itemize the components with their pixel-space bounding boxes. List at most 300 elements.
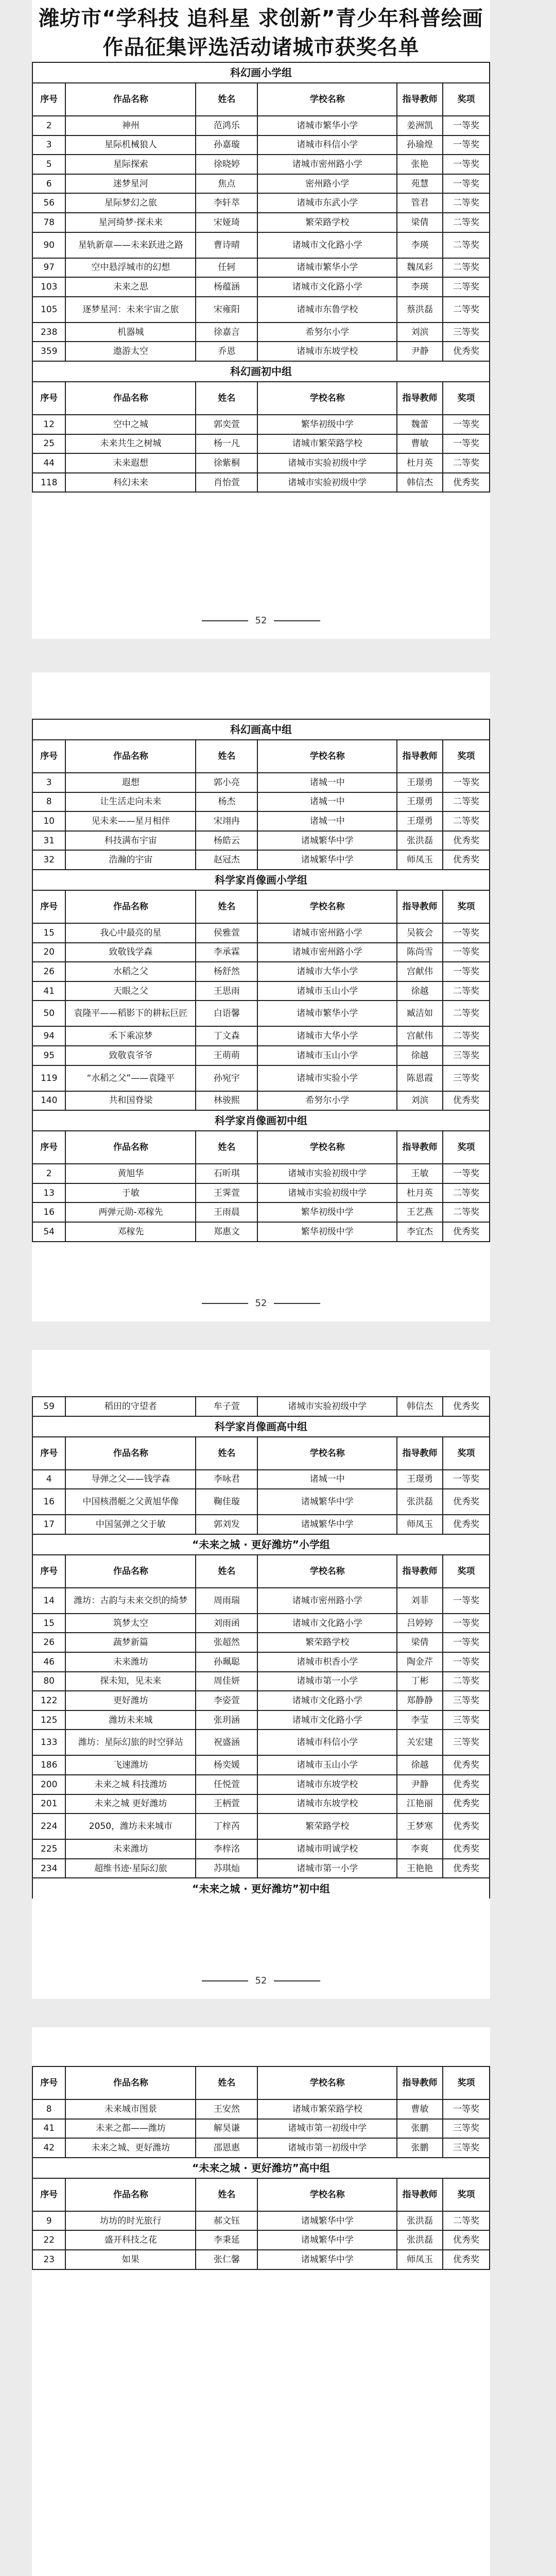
cell: 尹静 xyxy=(397,1775,443,1794)
page-sheet xyxy=(32,672,490,1321)
cell: 希努尔小学 xyxy=(257,323,397,342)
table-row xyxy=(32,1515,490,1534)
column-header: 奖项 xyxy=(443,890,490,923)
cell: 中国核潜艇之父黄旭华像 xyxy=(65,1489,196,1515)
cell: 诸城市密州路小学 xyxy=(257,1588,397,1614)
group-title-row xyxy=(32,870,490,890)
cell: 200 xyxy=(32,1775,65,1794)
column-header: 姓名 xyxy=(196,1131,257,1164)
cell: 刘滨 xyxy=(397,1091,443,1111)
table-row xyxy=(32,277,490,297)
group-title-row xyxy=(32,62,490,83)
cell: 诸城市繁华小学 xyxy=(257,116,397,135)
page-sheet xyxy=(32,0,490,639)
cell: 潍坊：星际幻旅的时空驿站 xyxy=(65,1730,196,1755)
cell: 杜月英 xyxy=(397,1183,443,1203)
cell: 曹诗晴 xyxy=(196,232,257,258)
group-title: 科幻画初中组 xyxy=(32,361,490,382)
table-header-row xyxy=(32,1437,490,1470)
cell: 导弹之父——钱学森 xyxy=(65,1470,196,1489)
cell: 32 xyxy=(32,850,65,870)
cell: 诸城市实验初级中学 xyxy=(257,1397,397,1416)
cell: 白语馨 xyxy=(196,1001,257,1026)
page-top-margin xyxy=(32,2027,490,2066)
column-header: 序号 xyxy=(32,1555,65,1588)
cell: 繁华初级中学 xyxy=(257,1202,397,1222)
table-row xyxy=(32,1672,490,1691)
column-header: 序号 xyxy=(32,890,65,923)
table-row xyxy=(32,342,490,361)
cell: 三等奖 xyxy=(443,1065,490,1091)
cell: 尹静 xyxy=(397,342,443,361)
cell: 星际机械狼人 xyxy=(65,135,196,155)
cell: 郭刘发 xyxy=(196,1515,257,1534)
cell: 诸城市繁荣路学校 xyxy=(257,2099,397,2119)
cell: 8 xyxy=(32,792,65,812)
cell: 关宏建 xyxy=(397,1730,443,1755)
cell: 优秀奖 xyxy=(443,342,490,361)
cell: 盛开科技之花 xyxy=(65,2230,196,2250)
cell: 刘菲 xyxy=(397,1588,443,1614)
cell: 一等奖 xyxy=(443,1633,490,1652)
cell: 诸城繁华中学 xyxy=(257,2211,397,2231)
cell: 李爽 xyxy=(397,1839,443,1859)
cell: 2 xyxy=(32,1164,65,1183)
cell: 科技满布宇宙 xyxy=(65,831,196,851)
cell: 诸城市实验初级中学 xyxy=(257,473,397,493)
table-row xyxy=(32,1691,490,1710)
cell: 徐越 xyxy=(397,1046,443,1065)
group-title: 科幻画高中组 xyxy=(32,719,490,740)
table-row xyxy=(32,1710,490,1730)
cell: 赵冠杰 xyxy=(196,850,257,870)
cell: 优秀奖 xyxy=(443,1755,490,1775)
cell: 焦点 xyxy=(196,174,257,194)
cell: 二等奖 xyxy=(443,1026,490,1046)
table-row xyxy=(32,1814,490,1839)
cell: 一等奖 xyxy=(443,923,490,943)
cell: 26 xyxy=(32,1633,65,1652)
cell: 二等奖 xyxy=(443,297,490,323)
column-header: 作品名称 xyxy=(65,740,196,773)
cell: 诸城繁华中学 xyxy=(257,2250,397,2269)
cell: 解昊谦 xyxy=(196,2119,257,2139)
cell: 诸城市科信小学 xyxy=(257,1730,397,1755)
cell: 王萌萌 xyxy=(196,1046,257,1065)
cell: 更好潍坊 xyxy=(65,1691,196,1710)
cell: 王安然 xyxy=(196,2099,257,2119)
cell: 优秀奖 xyxy=(443,1222,490,1242)
cell: 118 xyxy=(32,473,65,493)
cell: 郭奕萱 xyxy=(196,415,257,434)
cell: 乔恩 xyxy=(196,342,257,361)
cell: 优秀奖 xyxy=(443,1839,490,1859)
cell: 未来潍坊 xyxy=(65,1839,196,1859)
table-header-row xyxy=(32,83,490,116)
table-row xyxy=(32,923,490,943)
cell: 坊坊的时光旅行 xyxy=(65,2211,196,2231)
cell: 二等奖 xyxy=(443,1183,490,1203)
cell: 优秀奖 xyxy=(443,1397,490,1416)
cell: 飞速潍坊 xyxy=(65,1755,196,1775)
cell: 丁彬 xyxy=(397,1672,443,1691)
cell: 未来潍坊 xyxy=(65,1652,196,1672)
cell: 二等奖 xyxy=(443,213,490,232)
cell: 宋翊冉 xyxy=(196,811,257,831)
cell: 诸城市第一初级中学 xyxy=(257,2119,397,2139)
cell: 一等奖 xyxy=(443,434,490,454)
cell: 诸城市玉山小学 xyxy=(257,1046,397,1065)
table-row xyxy=(32,1222,490,1242)
cell: 三等奖 xyxy=(443,1046,490,1065)
table-row xyxy=(32,473,490,493)
table-row xyxy=(32,1397,490,1416)
column-header: 学校名称 xyxy=(257,1437,397,1470)
cell: 密州路小学 xyxy=(257,174,397,194)
cell: 致敬钱学森 xyxy=(65,943,196,962)
cell: 中国氢弹之父于敏 xyxy=(65,1515,196,1534)
cell: 119 xyxy=(32,1065,65,1091)
cell: 诸城市明诚学校 xyxy=(257,1839,397,1859)
cell: 50 xyxy=(32,1001,65,1026)
cell: 徐嘉言 xyxy=(196,323,257,342)
cell: 肖怡萱 xyxy=(196,473,257,493)
cell: 一等奖 xyxy=(443,135,490,155)
column-header: 学校名称 xyxy=(257,382,397,415)
page-sheet xyxy=(32,1350,490,1999)
cell: 优秀奖 xyxy=(443,850,490,870)
column-header: 作品名称 xyxy=(65,890,196,923)
column-header: 奖项 xyxy=(443,83,490,116)
cell: 禾下乘凉梦 xyxy=(65,1026,196,1046)
cell: 于敏 xyxy=(65,1183,196,1203)
cell: 魏凤彩 xyxy=(397,258,443,278)
cell: 44 xyxy=(32,453,65,473)
cell: 王思雨 xyxy=(196,981,257,1001)
cell: 任轲 xyxy=(196,258,257,278)
cell: 魏蕾 xyxy=(397,415,443,434)
table-row xyxy=(32,1652,490,1672)
cell: 105 xyxy=(32,297,65,323)
cell: 诸城市东坡学校 xyxy=(257,1775,397,1794)
cell: 王梦寒 xyxy=(397,1814,443,1839)
cell: 杨舒然 xyxy=(196,962,257,981)
cell: “水稻之父”——袁隆平 xyxy=(65,1065,196,1091)
cell: 31 xyxy=(32,831,65,851)
cell: 诸城市实验小学 xyxy=(257,1065,397,1091)
cell: 诸城市密州路小学 xyxy=(257,155,397,174)
page-sheet xyxy=(32,2027,490,2576)
cell: 一等奖 xyxy=(443,1588,490,1614)
column-header: 学校名称 xyxy=(257,890,397,923)
award-table xyxy=(32,62,490,493)
cell: 李秉延 xyxy=(196,2230,257,2250)
cell: 一等奖 xyxy=(443,155,490,174)
table-row xyxy=(32,1614,490,1633)
cell: 星际探索 xyxy=(65,155,196,174)
table-row xyxy=(32,2119,490,2139)
group-title-row xyxy=(32,1878,490,1899)
cell: 未来之都——潍坊 xyxy=(65,2119,196,2139)
cell: 238 xyxy=(32,323,65,342)
cell: 诸城市玉山小学 xyxy=(257,981,397,1001)
cell: 未来遐想 xyxy=(65,453,196,473)
cell: 78 xyxy=(32,213,65,232)
cell: 一等奖 xyxy=(443,1652,490,1672)
column-header: 作品名称 xyxy=(65,382,196,415)
cell: 二等奖 xyxy=(443,277,490,297)
group-title-row xyxy=(32,1110,490,1131)
column-header: 序号 xyxy=(32,1131,65,1164)
cell: 一等奖 xyxy=(443,116,490,135)
page-top-margin xyxy=(32,672,490,719)
column-header: 序号 xyxy=(32,1437,65,1470)
cell: 14 xyxy=(32,1588,65,1614)
cell: 苏琪灿 xyxy=(196,1859,257,1878)
cell: 诸城市密州路小学 xyxy=(257,923,397,943)
cell: 未来之城 更好潍坊 xyxy=(65,1794,196,1814)
cell: 二等奖 xyxy=(443,1672,490,1691)
table-row xyxy=(32,258,490,278)
table-row xyxy=(32,2138,490,2158)
cell: 97 xyxy=(32,258,65,278)
cell: 133 xyxy=(32,1730,65,1755)
cell: 未来之城、更好潍坊 xyxy=(65,2138,196,2158)
cell: 张艳 xyxy=(397,155,443,174)
group-title: 科学家肖像画小学组 xyxy=(32,870,490,890)
column-header: 学校名称 xyxy=(257,740,397,773)
cell: 管君 xyxy=(397,193,443,213)
cell: 17 xyxy=(32,1515,65,1534)
column-header: 作品名称 xyxy=(65,1131,196,1164)
cell: 孙珮聪 xyxy=(196,1652,257,1672)
cell: 未来之城 科技潍坊 xyxy=(65,1775,196,1794)
group-title: “未来之城 · 更好潍坊”小学组 xyxy=(32,1534,490,1555)
cell: 水稻之父 xyxy=(65,962,196,981)
cell: 韩信杰 xyxy=(397,473,443,493)
cell: 宫献伟 xyxy=(397,1026,443,1046)
table-row xyxy=(32,792,490,812)
cell: 邵恩惠 xyxy=(196,2138,257,2158)
doc-title-line1: 潍坊市“学科技 追科星 求创新”青少年科普绘画 xyxy=(39,7,483,30)
cell: 师凤玉 xyxy=(397,2250,443,2269)
column-header: 学校名称 xyxy=(257,83,397,116)
table-row xyxy=(32,811,490,831)
table-row xyxy=(32,1859,490,1878)
cell: 二等奖 xyxy=(443,981,490,1001)
cell: 一等奖 xyxy=(443,1164,490,1183)
table-header-row xyxy=(32,740,490,773)
cell: 祝盛涵 xyxy=(196,1730,257,1755)
cell: 李轩萃 xyxy=(196,193,257,213)
table-row xyxy=(32,415,490,434)
cell: 一等奖 xyxy=(443,962,490,981)
table-row xyxy=(32,174,490,194)
cell: 张洪磊 xyxy=(397,1489,443,1515)
cell: 80 xyxy=(32,1672,65,1691)
cell: 张超然 xyxy=(196,1633,257,1652)
cell: 繁荣路学校 xyxy=(257,213,397,232)
table-row xyxy=(32,323,490,342)
cell: 探未知，见未来 xyxy=(65,1672,196,1691)
group-title-row xyxy=(32,1534,490,1555)
award-table xyxy=(32,1396,490,1899)
cell: 8 xyxy=(32,2099,65,2119)
table-row xyxy=(32,213,490,232)
cell: 23 xyxy=(32,2250,65,2269)
cell: 遐想 xyxy=(65,773,196,792)
cell: 优秀奖 xyxy=(443,1859,490,1878)
column-header: 指导教师 xyxy=(397,1437,443,1470)
group-title: “未来之城 · 更好潍坊”高中组 xyxy=(32,2158,490,2178)
cell: 一等奖 xyxy=(443,1614,490,1633)
table-row xyxy=(32,1489,490,1515)
cell: 41 xyxy=(32,2119,65,2139)
cell: 希努尔小学 xyxy=(257,1091,397,1111)
cell: 郑惠文 xyxy=(196,1222,257,1242)
cell: 诸城繁华中学 xyxy=(257,850,397,870)
cell: 李姿萱 xyxy=(196,1691,257,1710)
cell: 星河绮梦·探未来 xyxy=(65,213,196,232)
cell: 李莹 xyxy=(397,1710,443,1730)
cell: 诸城一中 xyxy=(257,773,397,792)
cell: 李承霖 xyxy=(196,943,257,962)
cell: 逐梦星河：未来宇宙之旅 xyxy=(65,297,196,323)
cell: 石昕琪 xyxy=(196,1164,257,1183)
column-header: 指导教师 xyxy=(397,2178,443,2211)
table-row xyxy=(32,773,490,792)
cell: 56 xyxy=(32,193,65,213)
column-header: 奖项 xyxy=(443,740,490,773)
cell: 孙宛宇 xyxy=(196,1065,257,1091)
cell: 浩瀚的宇宙 xyxy=(65,850,196,870)
cell: 遨游太空 xyxy=(65,342,196,361)
cell: 16 xyxy=(32,1489,65,1515)
cell: 122 xyxy=(32,1691,65,1710)
table-header-row xyxy=(32,2066,490,2099)
column-header: 学校名称 xyxy=(257,1131,397,1164)
cell: 6 xyxy=(32,174,65,194)
cell: 蔡洪磊 xyxy=(397,297,443,323)
page-number: 52 xyxy=(32,615,490,626)
cell: 95 xyxy=(32,1046,65,1065)
table-header-row xyxy=(32,1131,490,1164)
cell: 机器城 xyxy=(65,323,196,342)
column-header: 奖项 xyxy=(443,2066,490,2099)
cell: 王璟勇 xyxy=(397,773,443,792)
cell: 42 xyxy=(32,2138,65,2158)
column-header: 奖项 xyxy=(443,1555,490,1588)
cell: 一等奖 xyxy=(443,2099,490,2119)
cell: 致敬袁爷爷 xyxy=(65,1046,196,1065)
column-header: 作品名称 xyxy=(65,1437,196,1470)
table-row xyxy=(32,434,490,454)
column-header: 姓名 xyxy=(196,890,257,923)
page-number: 52 xyxy=(32,1975,490,1986)
cell: 诸城市第一小学 xyxy=(257,1672,397,1691)
cell: 李瑛 xyxy=(397,232,443,258)
table-row xyxy=(32,1001,490,1026)
column-header: 指导教师 xyxy=(397,83,443,116)
cell: 两弹元勋-邓稼先 xyxy=(65,1202,196,1222)
table-row xyxy=(32,1730,490,1755)
cell: 优秀奖 xyxy=(443,2250,490,2269)
cell: 224 xyxy=(32,1814,65,1839)
cell: 诸城市繁华小学 xyxy=(257,258,397,278)
cell: 诸城繁华中学 xyxy=(257,831,397,851)
cell: 优秀奖 xyxy=(443,1091,490,1111)
table-header-row xyxy=(32,382,490,415)
cell: 星际梦幻之旅 xyxy=(65,193,196,213)
cell: 郝文钰 xyxy=(196,2211,257,2231)
cell: 杨奕媛 xyxy=(196,1755,257,1775)
cell: 潍坊未来城 xyxy=(65,1710,196,1730)
group-title-row xyxy=(32,2158,490,2178)
column-header: 奖项 xyxy=(443,1131,490,1164)
cell: 二等奖 xyxy=(443,453,490,473)
cell: 诸城市文化路小学 xyxy=(257,277,397,297)
cell: 李梓洺 xyxy=(196,1839,257,1859)
cell: 梁倩 xyxy=(397,213,443,232)
cell: 一等奖 xyxy=(443,773,490,792)
cell: 杜月英 xyxy=(397,453,443,473)
cell: 任悦萱 xyxy=(196,1775,257,1794)
column-header: 指导教师 xyxy=(397,1131,443,1164)
cell: 王璟勇 xyxy=(397,811,443,831)
cell: 诸城市繁荣路学校 xyxy=(257,434,397,454)
cell: 13 xyxy=(32,1183,65,1203)
cell: 三等奖 xyxy=(443,1730,490,1755)
page-top-margin xyxy=(32,1350,490,1396)
page-number: 52 xyxy=(32,1298,490,1309)
cell: 蔬梦新篇 xyxy=(65,1633,196,1652)
group-title-row xyxy=(32,719,490,740)
cell: 诸城繁华中学 xyxy=(257,1515,397,1534)
group-title-row xyxy=(32,1416,490,1437)
table-row xyxy=(32,2211,490,2231)
table-row xyxy=(32,1470,490,1489)
cell: 103 xyxy=(32,277,65,297)
column-header: 指导教师 xyxy=(397,890,443,923)
cell: 王璟勇 xyxy=(397,792,443,812)
cell: 杨一凡 xyxy=(196,434,257,454)
cell: 韩信杰 xyxy=(397,1397,443,1416)
cell: 二等奖 xyxy=(443,2211,490,2231)
cell: 张鹏 xyxy=(397,2138,443,2158)
cell: 繁荣路学校 xyxy=(257,1633,397,1652)
cell: 诸城市密州路小学 xyxy=(257,943,397,962)
cell: 张洪磊 xyxy=(397,2230,443,2250)
cell: 90 xyxy=(32,232,65,258)
column-header: 奖项 xyxy=(443,2178,490,2211)
cell: 诸城市第一初级中学 xyxy=(257,2138,397,2158)
cell: 师凤玉 xyxy=(397,1515,443,1534)
group-title: 科幻画小学组 xyxy=(32,62,490,83)
column-header: 指导教师 xyxy=(397,382,443,415)
cell: 优秀奖 xyxy=(443,1775,490,1794)
table-row xyxy=(32,1839,490,1859)
table-row xyxy=(32,850,490,870)
cell: 周佳妍 xyxy=(196,1672,257,1691)
cell: 一等奖 xyxy=(443,943,490,962)
cell: 诸城一中 xyxy=(257,1470,397,1489)
cell: 超维书迹·星际幻旅 xyxy=(65,1859,196,1878)
cell: 54 xyxy=(32,1222,65,1242)
cell: 4 xyxy=(32,1470,65,1489)
cell: 诸城市文化路小学 xyxy=(257,1710,397,1730)
cell: 22 xyxy=(32,2230,65,2250)
column-header: 序号 xyxy=(32,2178,65,2211)
